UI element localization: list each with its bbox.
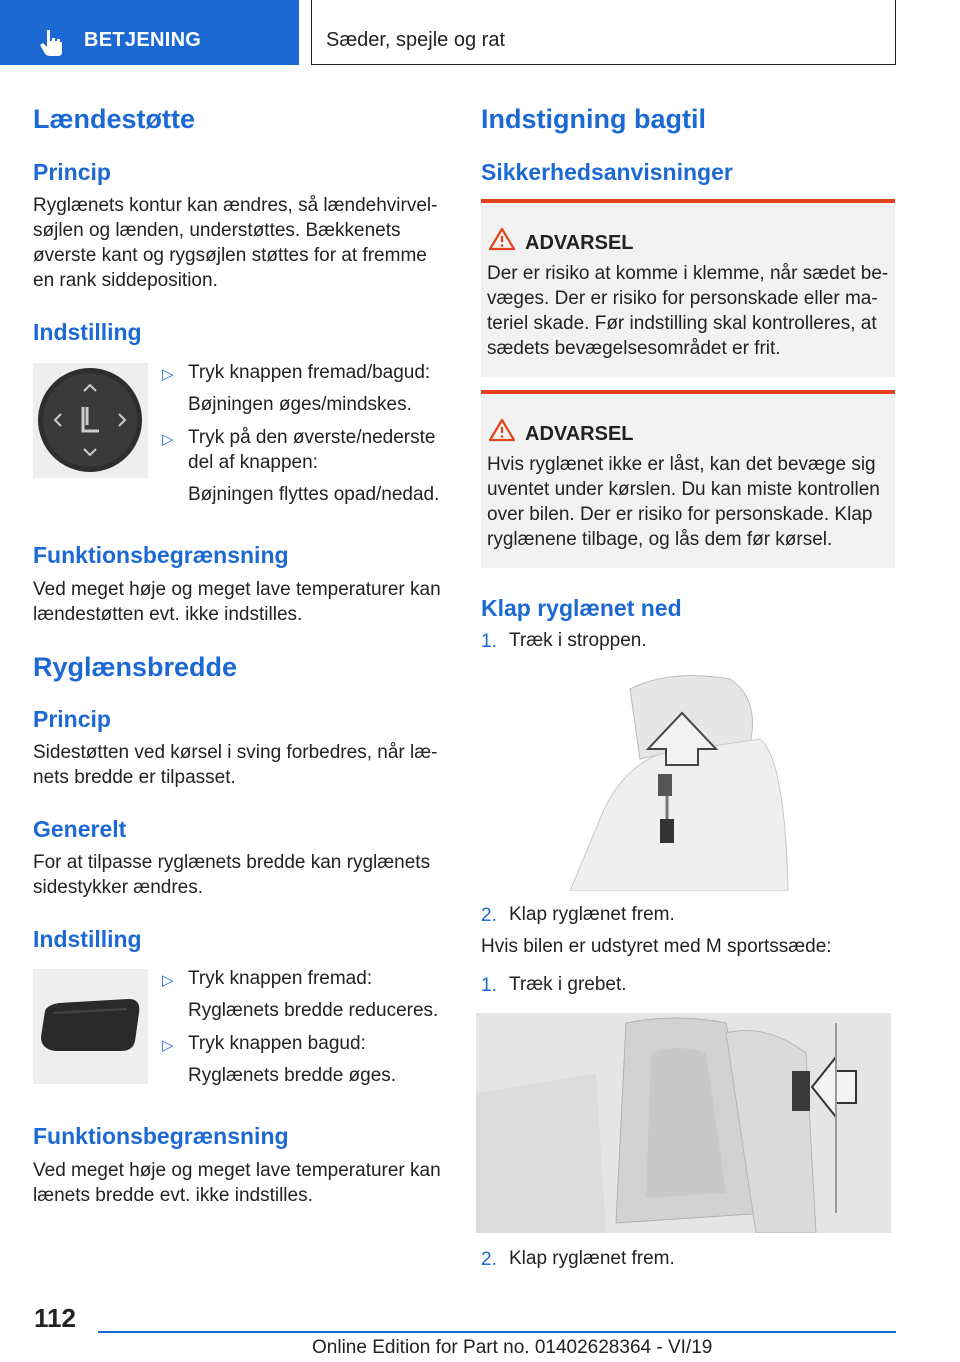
text-line: øverste kant og rygsøjlen støttes for at fremme (33, 245, 427, 266)
text-line: Hvis ryglænet ikke er låst, kan det bevæge sig (487, 454, 876, 475)
footer-divider (98, 1331, 896, 1333)
bullet-triangle-icon: ▷ (162, 972, 174, 989)
heading-princip-2: Princip (33, 706, 111, 732)
text-line: Ved meget høje og meget lave temperaturer kan (33, 1160, 441, 1181)
warning-text (487, 261, 891, 361)
text-line: Ryglænets kontur kan ændres, så lændehvirvel- (33, 195, 438, 216)
text-line: væges. Der er risiko for personskade eller ma- (487, 288, 878, 309)
warning-text (487, 452, 891, 552)
heading-ryglaensbredde: Ryglænsbredde (33, 652, 238, 682)
bullet-triangle-icon: ▷ (162, 1037, 174, 1054)
text-line: sidestykker ændres. (33, 877, 204, 898)
text-line: teriel skade. Før indstilling skal kontrolleres, at (487, 313, 877, 334)
text-line: lænets bredde evt. ikke indstilles. (33, 1185, 313, 1206)
text-line: ryglænene tilbage, og lås dem før kørsel. (487, 529, 833, 550)
heading-indstigning: Indstigning bagtil (481, 104, 706, 134)
ind1-bullet-2-line-1: Tryk på den øverste/nederste (188, 427, 436, 448)
funktion-1-text (33, 577, 453, 627)
text-line: For at tilpasse ryglænets bredde kan ryglænets (33, 852, 431, 873)
warning-title: ADVARSEL (525, 232, 634, 254)
chapter-title: Sæder, spejle og rat (326, 29, 505, 51)
page-number: 112 (34, 1303, 76, 1333)
warning-box-2 (481, 390, 895, 568)
ind1-bullet-2-line-2: del af knappen: (188, 452, 318, 473)
section-tab[interactable] (0, 0, 299, 65)
heading-princip-1: Princip (33, 159, 111, 185)
heading-generelt: Generelt (33, 816, 127, 842)
hand-pointer-icon (38, 28, 66, 58)
step-number: 1. (481, 631, 497, 652)
heading-laendestotte: Lændestøtte (33, 104, 195, 134)
step-4-text: Klap ryglænet frem. (509, 1248, 675, 1269)
step-number: 1. (481, 975, 497, 996)
lumbar-knob-image (33, 363, 148, 478)
m-sport-seat-illustration (476, 1013, 891, 1233)
text-line: nets bredde er tilpasset. (33, 767, 236, 788)
text-line: lændestøtten evt. ikke indstilles. (33, 604, 303, 625)
bullet-triangle-icon: ▷ (162, 431, 174, 448)
ind2-bullet-2-result: Ryglænets bredde øges. (188, 1065, 397, 1086)
width-button-image (33, 969, 148, 1084)
warning-triangle-icon (489, 418, 515, 442)
edition-text: Online Edition for Part no. 01402628364 - VI/19 (312, 1337, 713, 1358)
warning-title: ADVARSEL (525, 423, 634, 445)
width-button-icon (33, 969, 148, 1084)
m-sport-seat-image (476, 1013, 891, 1233)
text-line: Der er risiko at komme i klemme, når sædet be- (487, 263, 889, 284)
text-line: Ved meget høje og meget lave temperaturer kan (33, 579, 441, 600)
text-line: Sidestøtten ved kørsel i sving forbedres, når læ- (33, 742, 438, 763)
text-line: sædets bevægelsesområdet er frit. (487, 338, 781, 359)
text-line: uventet under kørslen. Du kan miste kontrollen (487, 479, 880, 500)
bullet-triangle-icon: ▷ (162, 366, 174, 383)
heading-indstilling-2: Indstilling (33, 926, 142, 952)
ind1-bullet-1-result: Bøjningen øges/mindskes. (188, 394, 412, 415)
princip-1-text (33, 193, 453, 293)
ind2-bullet-1: Tryk knappen fremad: (188, 968, 373, 989)
funktion-2-text (33, 1158, 453, 1208)
warning-triangle-icon (489, 227, 515, 251)
text-line: søjlen og lænden, understøttes. Bækkenets (33, 220, 401, 241)
chapter-title-box (311, 0, 896, 65)
lumbar-knob-icon (33, 363, 148, 478)
heading-indstilling-1: Indstilling (33, 319, 142, 345)
m-sport-text: Hvis bilen er udstyret med M sportssæde: (481, 936, 832, 957)
ind2-bullet-2: Tryk knappen bagud: (188, 1033, 366, 1054)
section-label: BETJENING (84, 29, 202, 51)
ind1-bullet-2-result: Bøjningen flyttes opad/nedad. (188, 484, 440, 505)
heading-sikkerhed: Sikkerhedsanvisninger (481, 159, 733, 185)
step-number: 2. (481, 1249, 497, 1270)
step-1-text: Træk i stroppen. (509, 630, 647, 651)
ind2-bullet-1-result: Ryglænets bredde reduceres. (188, 1000, 439, 1021)
ind1-bullet-1: Tryk knappen fremad/bagud: (188, 362, 431, 383)
text-line: over bilen. Der er risiko for personskade. Klap (487, 504, 873, 525)
step-3-text: Træk i grebet. (509, 974, 627, 995)
generelt-text (33, 850, 453, 900)
text-line: en rank siddeposition. (33, 270, 218, 291)
heading-klap-ryglaenet: Klap ryglænet ned (481, 595, 682, 621)
warning-box-1 (481, 199, 895, 377)
step-number: 2. (481, 905, 497, 926)
princip-2-text (33, 740, 453, 790)
seat-strap-image (560, 669, 792, 891)
seat-strap-illustration (560, 669, 792, 891)
step-2-text: Klap ryglænet frem. (509, 904, 675, 925)
heading-funktion-1: Funktionsbegrænsning (33, 542, 289, 568)
heading-funktion-2: Funktionsbegrænsning (33, 1123, 289, 1149)
